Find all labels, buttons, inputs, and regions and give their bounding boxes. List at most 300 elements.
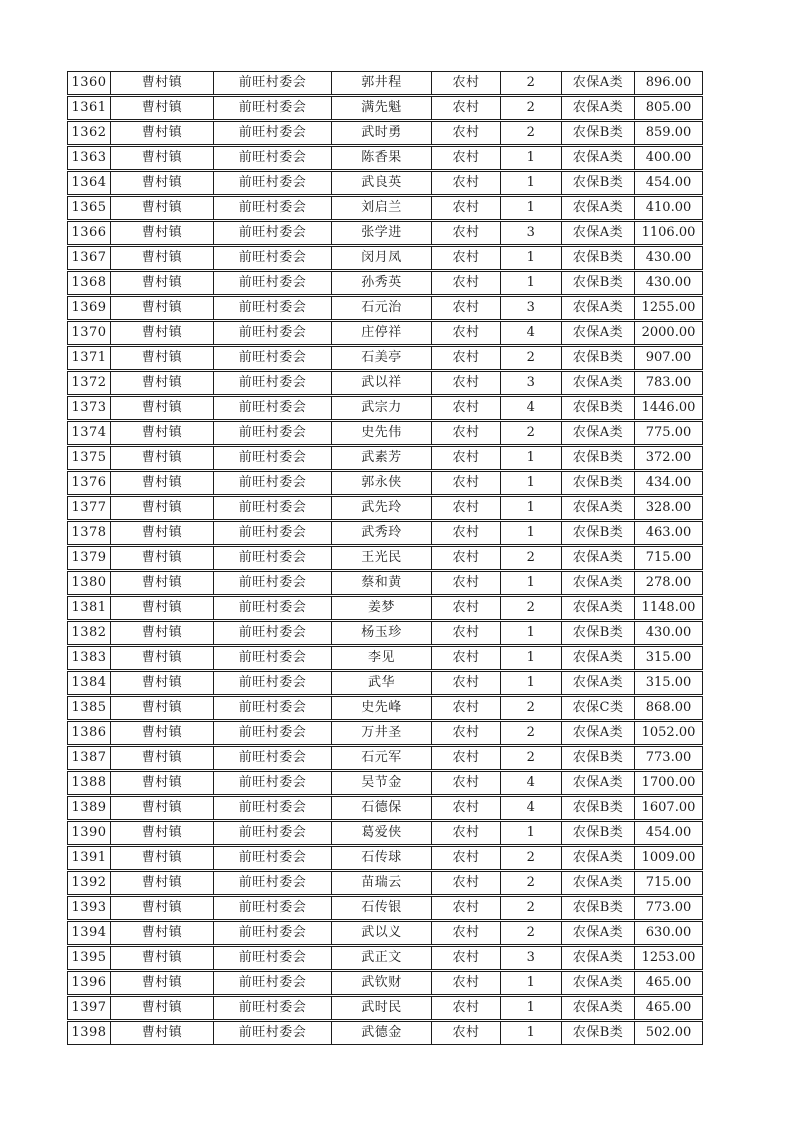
cell-town: 曹村镇: [111, 647, 214, 669]
cell-person-count: 1: [501, 972, 562, 994]
cell-category: 农村: [432, 847, 501, 869]
table-row: [67, 596, 703, 620]
cell-person-name: 石元治: [332, 297, 432, 319]
cell-serial-number: 1365: [68, 197, 111, 219]
cell-category: 农村: [432, 197, 501, 219]
cell-person-name: 武时民: [332, 997, 432, 1019]
cell-town: 曹村镇: [111, 997, 214, 1019]
cell-town: 曹村镇: [111, 747, 214, 769]
table-row: [67, 1021, 703, 1045]
table-row: [67, 971, 703, 995]
cell-category: 农村: [432, 422, 501, 444]
cell-amount: 907.00: [645, 350, 692, 365]
cell-serial-number: 1391: [68, 847, 111, 869]
cell-category: 农村: [432, 272, 501, 294]
cell-person-count: 1: [501, 147, 562, 169]
cell-serial-number: 1392: [68, 872, 111, 894]
cell-serial-number: 1379: [68, 547, 111, 569]
cell-category: 农村: [432, 497, 501, 519]
table-row: [67, 746, 703, 770]
cell-person-count: 2: [501, 97, 562, 119]
cell-serial-number: 1371: [68, 347, 111, 369]
cell-village-committee: 前旺村委会: [214, 247, 332, 269]
table-row: [67, 496, 703, 520]
table-row: [67, 621, 703, 645]
cell-person-count: 2: [501, 122, 562, 144]
cell-amount: 430.00: [645, 625, 692, 640]
cell-town: 曹村镇: [111, 847, 214, 869]
cell-amount: 454.00: [645, 175, 692, 190]
cell-person-count: 2: [501, 897, 562, 919]
table-row: [67, 996, 703, 1020]
cell-amount: 859.00: [645, 125, 692, 140]
cell-person-count: 3: [501, 372, 562, 394]
cell-town: 曹村镇: [111, 272, 214, 294]
cell-amount: 1106.00: [641, 225, 696, 240]
cell-village-committee: 前旺村委会: [214, 597, 332, 619]
cell-town: 曹村镇: [111, 322, 214, 344]
cell-person-count: 1: [501, 472, 562, 494]
cell-town: 曹村镇: [111, 297, 214, 319]
cell-category: 农村: [432, 347, 501, 369]
cell-town: 曹村镇: [111, 172, 214, 194]
cell-amount: 434.00: [645, 475, 692, 490]
cell-person-name: 郭井程: [332, 72, 432, 94]
cell-insurance-type: 农保B类: [562, 797, 635, 819]
cell-amount: 315.00: [645, 675, 692, 690]
cell-category: 农村: [432, 897, 501, 919]
table-row: [67, 821, 703, 845]
cell-town: 曹村镇: [111, 622, 214, 644]
cell-village-committee: 前旺村委会: [214, 772, 332, 794]
cell-town: 曹村镇: [111, 822, 214, 844]
cell-category: 农村: [432, 97, 501, 119]
cell-amount: 715.00: [645, 550, 692, 565]
cell-town: 曹村镇: [111, 72, 214, 94]
table-row: [67, 571, 703, 595]
cell-town: 曹村镇: [111, 672, 214, 694]
cell-village-committee: 前旺村委会: [214, 572, 332, 594]
cell-category: 农村: [432, 597, 501, 619]
cell-insurance-type: 农保A类: [562, 997, 635, 1019]
cell-person-count: 1: [501, 672, 562, 694]
cell-amount: 773.00: [645, 750, 692, 765]
cell-insurance-type: 农保A类: [562, 922, 635, 944]
cell-serial-number: 1375: [68, 447, 111, 469]
cell-town: 曹村镇: [111, 697, 214, 719]
cell-insurance-type: 农保B类: [562, 622, 635, 644]
cell-amount: 775.00: [645, 425, 692, 440]
cell-serial-number: 1362: [68, 122, 111, 144]
cell-category: 农村: [432, 147, 501, 169]
cell-town: 曹村镇: [111, 772, 214, 794]
cell-village-committee: 前旺村委会: [214, 97, 332, 119]
cell-serial-number: 1374: [68, 422, 111, 444]
cell-serial-number: 1382: [68, 622, 111, 644]
cell-person-name: 史先峰: [332, 697, 432, 719]
cell-amount: 1446.00: [641, 400, 696, 415]
cell-person-count: 1: [501, 247, 562, 269]
table-row: [67, 796, 703, 820]
cell-person-name: 满先魁: [332, 97, 432, 119]
cell-person-count: 1: [501, 447, 562, 469]
cell-village-committee: 前旺村委会: [214, 72, 332, 94]
cell-amount: 430.00: [645, 275, 692, 290]
cell-insurance-type: 农保A类: [562, 947, 635, 969]
cell-village-committee: 前旺村委会: [214, 922, 332, 944]
cell-insurance-type: 农保A类: [562, 872, 635, 894]
cell-town: 曹村镇: [111, 872, 214, 894]
cell-insurance-type: 农保A类: [562, 972, 635, 994]
cell-category: 农村: [432, 222, 501, 244]
cell-town: 曹村镇: [111, 97, 214, 119]
table-row: [67, 546, 703, 570]
cell-person-name: 武正文: [332, 947, 432, 969]
cell-insurance-type: 农保B类: [562, 247, 635, 269]
cell-serial-number: 1388: [68, 772, 111, 794]
cell-serial-number: 1372: [68, 372, 111, 394]
cell-person-name: 孙秀英: [332, 272, 432, 294]
cell-insurance-type: 农保A类: [562, 322, 635, 344]
cell-person-count: 2: [501, 597, 562, 619]
cell-person-count: 2: [501, 922, 562, 944]
cell-category: 农村: [432, 947, 501, 969]
cell-village-committee: 前旺村委会: [214, 672, 332, 694]
table-row: [67, 471, 703, 495]
table-row: [67, 646, 703, 670]
cell-person-count: 1: [501, 197, 562, 219]
cell-person-name: 陈香果: [332, 147, 432, 169]
cell-category: 农村: [432, 572, 501, 594]
cell-town: 曹村镇: [111, 547, 214, 569]
cell-amount: 410.00: [645, 200, 692, 215]
cell-serial-number: 1386: [68, 722, 111, 744]
table-row: [67, 671, 703, 695]
cell-person-name: 杨玉珍: [332, 622, 432, 644]
cell-serial-number: 1394: [68, 922, 111, 944]
cell-insurance-type: 农保A类: [562, 147, 635, 169]
cell-village-committee: 前旺村委会: [214, 847, 332, 869]
cell-category: 农村: [432, 872, 501, 894]
cell-person-count: 2: [501, 722, 562, 744]
table-row: [67, 396, 703, 420]
cell-person-name: 王光民: [332, 547, 432, 569]
cell-village-committee: 前旺村委会: [214, 722, 332, 744]
cell-category: 农村: [432, 397, 501, 419]
cell-insurance-type: 农保A类: [562, 597, 635, 619]
cell-amount: 1009.00: [641, 850, 696, 865]
cell-serial-number: 1366: [68, 222, 111, 244]
table-row: [67, 421, 703, 445]
cell-village-committee: 前旺村委会: [214, 347, 332, 369]
cell-person-name: 苗瑞云: [332, 872, 432, 894]
table-row: [67, 196, 703, 220]
cell-serial-number: 1380: [68, 572, 111, 594]
cell-amount: 783.00: [645, 375, 692, 390]
cell-insurance-type: 农保B类: [562, 1022, 635, 1044]
cell-person-name: 姜梦: [332, 597, 432, 619]
cell-category: 农村: [432, 522, 501, 544]
cell-town: 曹村镇: [111, 597, 214, 619]
cell-town: 曹村镇: [111, 372, 214, 394]
cell-insurance-type: 农保B类: [562, 172, 635, 194]
cell-amount: 328.00: [645, 500, 692, 515]
cell-person-name: 石美亭: [332, 347, 432, 369]
cell-person-count: 2: [501, 547, 562, 569]
table-row: [67, 171, 703, 195]
cell-town: 曹村镇: [111, 1022, 214, 1044]
cell-serial-number: 1364: [68, 172, 111, 194]
cell-category: 农村: [432, 647, 501, 669]
cell-serial-number: 1367: [68, 247, 111, 269]
cell-amount: 1255.00: [641, 300, 696, 315]
table-row: [67, 446, 703, 470]
cell-person-count: 1: [501, 647, 562, 669]
table-row: [67, 96, 703, 120]
cell-person-count: 2: [501, 422, 562, 444]
cell-amount: 896.00: [645, 75, 692, 90]
cell-amount: 868.00: [645, 700, 692, 715]
cell-person-name: 武秀玲: [332, 522, 432, 544]
cell-person-name: 张学进: [332, 222, 432, 244]
cell-category: 农村: [432, 122, 501, 144]
table-row: [67, 246, 703, 270]
cell-person-name: 万井圣: [332, 722, 432, 744]
cell-person-name: 武先玲: [332, 497, 432, 519]
cell-person-count: 1: [501, 272, 562, 294]
cell-category: 农村: [432, 747, 501, 769]
cell-person-name: 武德金: [332, 1022, 432, 1044]
table-row: [67, 121, 703, 145]
cell-amount: 773.00: [645, 900, 692, 915]
cell-village-committee: 前旺村委会: [214, 1022, 332, 1044]
cell-amount: 502.00: [645, 1025, 692, 1040]
cell-town: 曹村镇: [111, 447, 214, 469]
cell-village-committee: 前旺村委会: [214, 972, 332, 994]
cell-person-name: 武良英: [332, 172, 432, 194]
cell-amount: 1607.00: [641, 800, 696, 815]
cell-insurance-type: 农保B类: [562, 747, 635, 769]
cell-insurance-type: 农保B类: [562, 347, 635, 369]
cell-insurance-type: 农保B类: [562, 822, 635, 844]
cell-village-committee: 前旺村委会: [214, 322, 332, 344]
cell-person-name: 闵月凤: [332, 247, 432, 269]
cell-amount: 400.00: [645, 150, 692, 165]
cell-village-committee: 前旺村委会: [214, 797, 332, 819]
cell-category: 农村: [432, 172, 501, 194]
cell-town: 曹村镇: [111, 522, 214, 544]
cell-insurance-type: 农保B类: [562, 897, 635, 919]
cell-person-name: 蔡和黄: [332, 572, 432, 594]
cell-serial-number: 1387: [68, 747, 111, 769]
cell-person-count: 1: [501, 1022, 562, 1044]
cell-category: 农村: [432, 297, 501, 319]
cell-serial-number: 1369: [68, 297, 111, 319]
cell-serial-number: 1384: [68, 672, 111, 694]
cell-person-count: 2: [501, 72, 562, 94]
cell-category: 农村: [432, 472, 501, 494]
cell-village-committee: 前旺村委会: [214, 147, 332, 169]
cell-amount: 430.00: [645, 250, 692, 265]
cell-category: 农村: [432, 997, 501, 1019]
cell-amount: 315.00: [645, 650, 692, 665]
cell-insurance-type: 农保A类: [562, 372, 635, 394]
cell-amount: 454.00: [645, 825, 692, 840]
cell-serial-number: 1373: [68, 397, 111, 419]
cell-village-committee: 前旺村委会: [214, 997, 332, 1019]
cell-category: 农村: [432, 722, 501, 744]
cell-village-committee: 前旺村委会: [214, 397, 332, 419]
cell-town: 曹村镇: [111, 397, 214, 419]
cell-person-name: 吴节金: [332, 772, 432, 794]
cell-category: 农村: [432, 447, 501, 469]
cell-category: 农村: [432, 72, 501, 94]
cell-village-committee: 前旺村委会: [214, 822, 332, 844]
cell-serial-number: 1385: [68, 697, 111, 719]
cell-insurance-type: 农保C类: [562, 697, 635, 719]
cell-insurance-type: 农保B类: [562, 272, 635, 294]
cell-village-committee: 前旺村委会: [214, 297, 332, 319]
cell-insurance-type: 农保A类: [562, 647, 635, 669]
cell-person-count: 2: [501, 697, 562, 719]
table-row: [67, 696, 703, 720]
cell-insurance-type: 农保B类: [562, 522, 635, 544]
cell-village-committee: 前旺村委会: [214, 747, 332, 769]
cell-serial-number: 1360: [68, 72, 111, 94]
cell-person-count: 4: [501, 397, 562, 419]
cell-serial-number: 1398: [68, 1022, 111, 1044]
cell-person-count: 3: [501, 947, 562, 969]
cell-amount: 372.00: [645, 450, 692, 465]
cell-town: 曹村镇: [111, 722, 214, 744]
cell-serial-number: 1377: [68, 497, 111, 519]
cell-village-committee: 前旺村委会: [214, 372, 332, 394]
cell-amount: 630.00: [645, 925, 692, 940]
cell-amount: 463.00: [645, 525, 692, 540]
cell-insurance-type: 农保A类: [562, 572, 635, 594]
cell-insurance-type: 农保A类: [562, 672, 635, 694]
cell-village-committee: 前旺村委会: [214, 872, 332, 894]
cell-insurance-type: 农保A类: [562, 297, 635, 319]
cell-serial-number: 1397: [68, 997, 111, 1019]
cell-serial-number: 1396: [68, 972, 111, 994]
table-row: [67, 346, 703, 370]
cell-amount: 1148.00: [641, 600, 696, 615]
cell-serial-number: 1370: [68, 322, 111, 344]
cell-amount: 2000.00: [641, 325, 696, 340]
cell-insurance-type: 农保B类: [562, 397, 635, 419]
cell-serial-number: 1378: [68, 522, 111, 544]
cell-insurance-type: 农保A类: [562, 722, 635, 744]
cell-person-name: 石传球: [332, 847, 432, 869]
cell-village-committee: 前旺村委会: [214, 172, 332, 194]
cell-person-name: 武宗力: [332, 397, 432, 419]
cell-town: 曹村镇: [111, 497, 214, 519]
cell-town: 曹村镇: [111, 347, 214, 369]
cell-insurance-type: 农保A类: [562, 847, 635, 869]
cell-village-committee: 前旺村委会: [214, 447, 332, 469]
cell-village-committee: 前旺村委会: [214, 197, 332, 219]
cell-person-count: 4: [501, 322, 562, 344]
cell-town: 曹村镇: [111, 797, 214, 819]
cell-amount: 805.00: [645, 100, 692, 115]
cell-category: 农村: [432, 622, 501, 644]
cell-category: 农村: [432, 247, 501, 269]
cell-village-committee: 前旺村委会: [214, 497, 332, 519]
table-row: [67, 896, 703, 920]
table-row: [67, 221, 703, 245]
cell-category: 农村: [432, 797, 501, 819]
cell-category: 农村: [432, 772, 501, 794]
cell-category: 农村: [432, 372, 501, 394]
cell-village-committee: 前旺村委会: [214, 422, 332, 444]
table-row: [67, 921, 703, 945]
table-row: [67, 946, 703, 970]
table-row: [67, 521, 703, 545]
cell-insurance-type: 农保A类: [562, 197, 635, 219]
cell-person-name: 武素芳: [332, 447, 432, 469]
cell-town: 曹村镇: [111, 472, 214, 494]
cell-serial-number: 1395: [68, 947, 111, 969]
table-row: [67, 871, 703, 895]
cell-village-committee: 前旺村委会: [214, 547, 332, 569]
cell-category: 农村: [432, 672, 501, 694]
cell-serial-number: 1390: [68, 822, 111, 844]
cell-person-count: 2: [501, 347, 562, 369]
cell-person-count: 3: [501, 222, 562, 244]
cell-insurance-type: 农保A类: [562, 222, 635, 244]
cell-person-count: 1: [501, 622, 562, 644]
cell-insurance-type: 农保A类: [562, 497, 635, 519]
cell-person-count: 1: [501, 172, 562, 194]
cell-person-name: 武华: [332, 672, 432, 694]
cell-town: 曹村镇: [111, 422, 214, 444]
cell-insurance-type: 农保A类: [562, 97, 635, 119]
cell-serial-number: 1381: [68, 597, 111, 619]
table-row: [67, 321, 703, 345]
cell-town: 曹村镇: [111, 947, 214, 969]
cell-village-committee: 前旺村委会: [214, 697, 332, 719]
cell-town: 曹村镇: [111, 247, 214, 269]
cell-person-name: 郭永侠: [332, 472, 432, 494]
cell-person-name: 葛爱侠: [332, 822, 432, 844]
cell-person-count: 1: [501, 822, 562, 844]
cell-serial-number: 1361: [68, 97, 111, 119]
cell-town: 曹村镇: [111, 897, 214, 919]
cell-person-name: 石元军: [332, 747, 432, 769]
cell-town: 曹村镇: [111, 122, 214, 144]
cell-person-name: 刘启兰: [332, 197, 432, 219]
cell-person-name: 武钦财: [332, 972, 432, 994]
cell-town: 曹村镇: [111, 972, 214, 994]
cell-person-count: 2: [501, 847, 562, 869]
cell-insurance-type: 农保B类: [562, 122, 635, 144]
cell-town: 曹村镇: [111, 922, 214, 944]
cell-town: 曹村镇: [111, 197, 214, 219]
cell-person-count: 1: [501, 572, 562, 594]
cell-person-count: 1: [501, 997, 562, 1019]
table-row: [67, 146, 703, 170]
cell-amount: 1253.00: [641, 950, 696, 965]
cell-insurance-type: 农保A类: [562, 422, 635, 444]
cell-village-committee: 前旺村委会: [214, 897, 332, 919]
cell-person-count: 1: [501, 497, 562, 519]
cell-village-committee: 前旺村委会: [214, 272, 332, 294]
cell-person-count: 1: [501, 522, 562, 544]
cell-serial-number: 1363: [68, 147, 111, 169]
cell-village-committee: 前旺村委会: [214, 222, 332, 244]
cell-person-name: 史先伟: [332, 422, 432, 444]
